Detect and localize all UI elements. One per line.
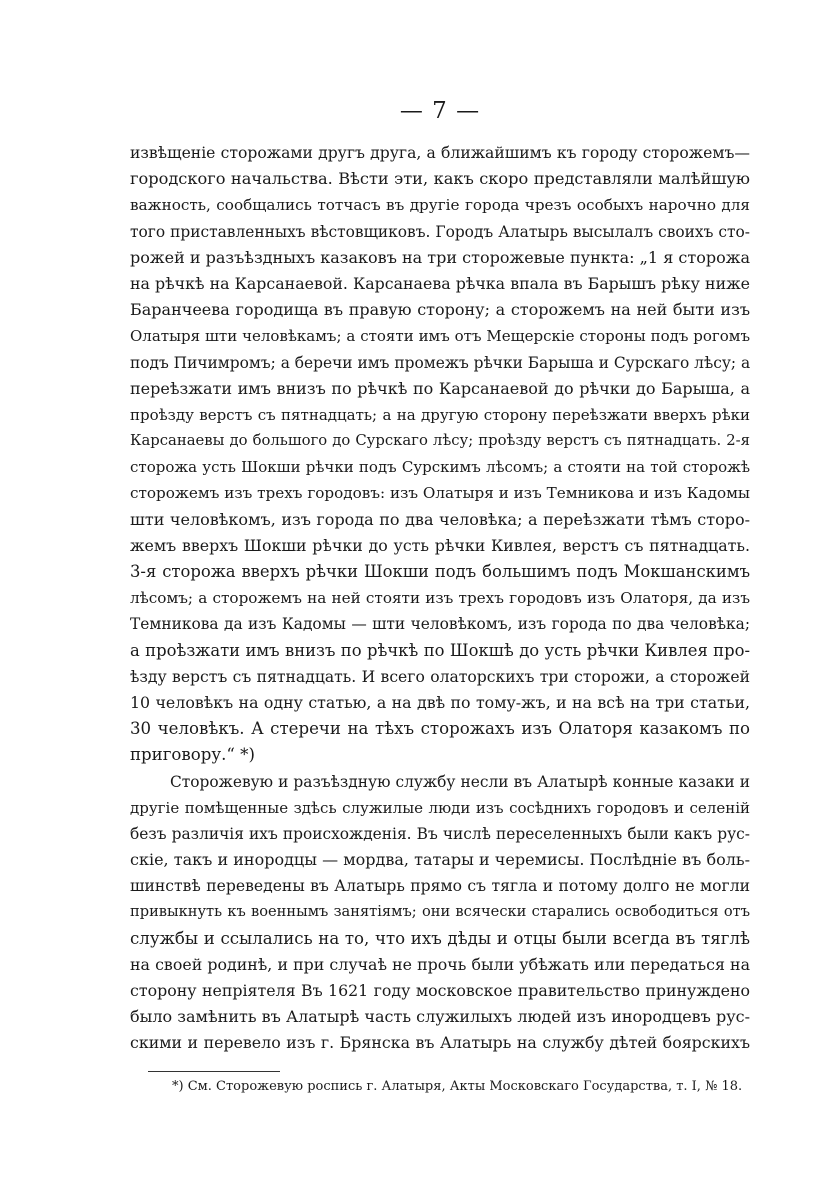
text-line: другіе помѣщенные здѣсь служилые люди изъ сосѣднихъ городовъ и селеній (130, 798, 750, 817)
text-line: скими и перевело изъ г. Брянска въ Алатырь на службу дѣтей боярскихъ (130, 1033, 750, 1053)
text-line: подъ Пичимромъ; а беречи имъ промежъ рѣчки Барыша и Сурскаго лѣсу; а (130, 353, 751, 372)
text-line: переѣзжати имъ внизъ по рѣчкѣ по Карсанаевой до рѣчки до Барыша, а (130, 378, 750, 398)
text-line: Олатыря шти человѣкамъ; а стояти имъ отъ Мещерскіе стороны подъ рогомъ (130, 327, 750, 346)
text-line: Карсанаевы до большого до Сурскаго лѣсу; проѣзду верстъ съ пятнадцать. 2-я (130, 432, 750, 450)
text-line: приговору.“ *) (130, 745, 255, 765)
text-line: Баранчеева городища въ правую сторону; а сторожемъ на ней быти изъ (130, 300, 750, 320)
text-line: шти человѣкомъ, изъ города по два человѣка; а переѣзжати тѣмъ сторо- (130, 509, 750, 529)
text-line: шинствѣ переведены въ Алатырь прямо съ тягла и потому долго не могли (130, 877, 750, 896)
text-line: привыкнуть къ военнымъ занятіямъ; они всячески старались освободиться отъ (130, 903, 750, 921)
text-line: на рѣчкѣ на Карсанаевой. Карсанаева рѣчка впала въ Барышъ рѣку ниже (130, 273, 750, 293)
text-line: рожей и разъѣздныхъ казаковъ на три сторожевые пункта: „1 я сторожа (130, 247, 750, 267)
text-line: проѣзду верстъ съ пятнадцать; а на другую сторону переѣзжати вверхъ рѣки (130, 405, 750, 424)
text-line: 30 человѣкъ. А стеречи на тѣхъ сторожахъ изъ Олаторя казакомъ по (130, 719, 750, 739)
text-line: скіе, такъ и инородцы — мордва, татары и черемисы. Послѣдніе въ боль- (130, 850, 750, 870)
text-line: городского начальства. Вѣсти эти, какъ скоро представляли малѣйшую (130, 169, 750, 189)
text-line: важность, сообщались тотчасъ въ другіе города чрезъ особыхъ нарочно для (130, 196, 750, 215)
text-line: 3-я сторожа вверхъ рѣчки Шокши подъ большимъ подъ Мокшанскимъ (130, 562, 750, 581)
text-line: 10 человѣкъ на одну статью, а на двѣ по тому-жъ, и на всѣ на три статьи, (130, 692, 750, 712)
page-number: — 7 — (399, 98, 481, 124)
text-line: а проѣзжати имъ внизъ по рѣчкѣ по Шокшѣ до усть рѣчки Кивлея про- (130, 640, 750, 660)
text-line: службы и ссылались на то, что ихъ дѣды и отцы были всегда въ тяглѣ (130, 928, 750, 948)
text-line: сторожа усть Шокши рѣчки подъ Сурскимъ лѣсомъ; а стояти на той сторожѣ (130, 458, 750, 477)
body-text (130, 140, 750, 1057)
paragraph-start-line: Сторожевую и разъѣздную службу несли въ Алатырѣ конные казаки и (170, 772, 750, 791)
text-line: сторону непріятеля Въ 1621 году московское правительство принуждено (130, 981, 750, 1000)
text-line: на своей родинѣ, и при случаѣ не прочь были убѣжать или передаться на (130, 954, 750, 974)
text-line: Темникова да изъ Кадомы — шти человѣкомъ, изъ города по два человѣка; (130, 615, 750, 634)
text-line: того приставленныхъ вѣстовщиковъ. Городъ Алатырь высылалъ своихъ сто- (130, 222, 750, 241)
text-line: ѣзду верстъ съ пятнадцать. И всего олаторскихъ три сторожи, а сторожей (130, 667, 750, 686)
footnote-divider (148, 1071, 280, 1072)
text-line: безъ различія ихъ происхожденія. Въ числѣ переселенныхъ были какъ рус- (130, 824, 750, 843)
footnote: *) См. Сторожевую роспись г. Алатыря, Акты Московскаго Государства, т. I, № 18. (172, 1079, 743, 1094)
text-line: лѣсомъ; а сторожемъ на ней стояти изъ трехъ городовъ изъ Олаторя, да изъ (130, 589, 750, 608)
text-line: сторожемъ изъ трехъ городовъ: изъ Олатыря и изъ Темникова и изъ Кадомы (130, 484, 750, 503)
text-line: жемъ вверхъ Шокши рѣчки до усть рѣчки Кивлея, верстъ съ пятнадцать. (130, 535, 750, 555)
text-line: извѣщеніе сторожами другъ друга, а ближайшимъ къ городу сторожемъ— (130, 144, 750, 162)
text-line: было замѣнить въ Алатырѣ часть служилыхъ людей изъ инородцевъ рус- (130, 1007, 750, 1027)
